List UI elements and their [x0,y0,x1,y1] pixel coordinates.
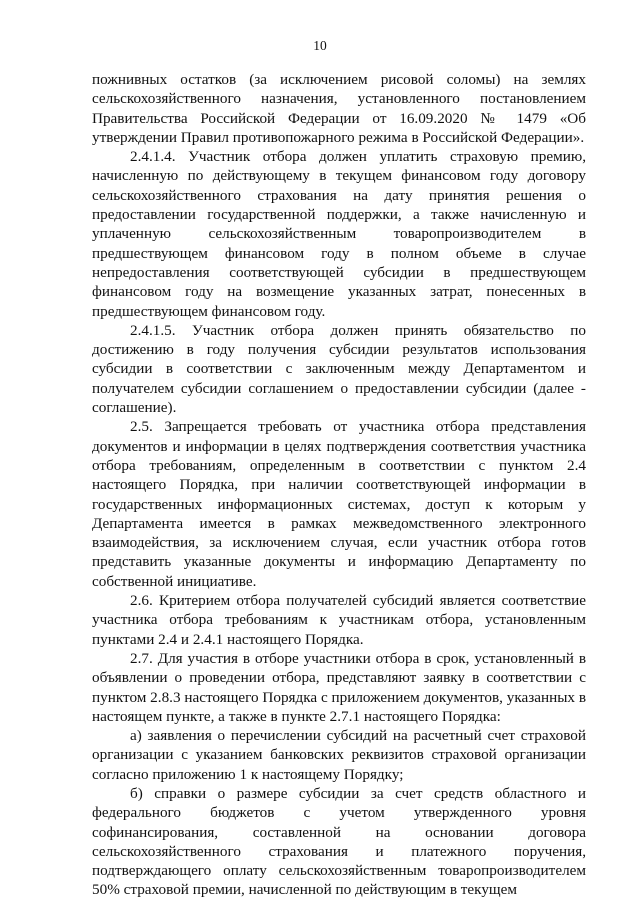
paragraph-2-4-1-5: 2.4.1.5. Участник отбора должен принять обязательство по достижению в году получения субсидии результатов использования субсидии в соответствии с заключенным между Департаментом и получателем субсидии соглашением о предоставлении субсидии (далее - соглашение). [92,321,586,417]
paragraph-2-5: 2.5. Запрещается требовать от участника отбора представления документов и информации в целях подтверждения соответствия участника отбора требованиям, определенным в соответствии с пунктом 2.4 настоящего Порядка, при наличии соответствующей информации в государственных информационных системах, доступ к которым у Департамента имеется в рамках межведомственного электронного взаимодействия, за исключением случая, если участник отбора готов представить указанные документы и информацию Департаменту по собственной инициативе. [92,418,586,590]
page-number: 10 [313,38,327,53]
paragraph-2-4-1-4: 2.4.1.4. Участник отбора должен уплатить страховую премию, начисленную по действующему в текущем финансовом году договору сельскохозяйственного страхования на дату принятия решения о предоставлении государственной поддержки, а также начисленную и уплаченную сельскохозяйственным товаропроизводителем в предшествующем финансовом году в полном объеме в случае непредоставления соответствующей субсидии в предшествующем финансовом году на возмещение указанных затрат, понесенных в предшествующем финансовом году. [92,148,586,320]
paragraph-2-7: 2.7. Для участия в отборе участники отбора в срок, установленный в объявлении о проведении отбора, представляют заявку в соответствии с пунктом 2.8.3 настоящего Порядка с приложением документов, указанных в настоящем пункте, а также в пункте 2.7.1 настоящего Порядка: [92,649,586,725]
list-item-a: а) заявления о перечислении субсидий на расчетный счет страховой организации с указанием банковских реквизитов страховой организации согласно приложению 1 к настоящему Порядку; [92,727,586,783]
list-item-b: б) справки о размере субсидии за счет средств областного и федерального бюджетов с учетом утвержденного уровня софинансирования, составленной на основании договора сельскохозяйственного страхования и платежного поручения, подтверждающего оплату сельскохозяйственным товаропроизводителем 50% страховой премии, начисленной по действующим в текущем [92,784,586,899]
document-body [92,70,586,900]
paragraph-2-6: 2.6. Критерием отбора получателей субсидий является соответствие участника отбора требованиям к участникам отбора, установленным пунктами 2.4 и 2.4.1 настоящего Порядка. [92,592,586,648]
paragraph-continuation: пожнивных остатков (за исключением рисовой соломы) на землях сельскохозяйственного назначения, установленного постановлением Правительства Российской Федерации от 16.09.2020 № 1479 «Об утверждении Правил противопожарного режима в Российской Федерации». [92,71,586,146]
